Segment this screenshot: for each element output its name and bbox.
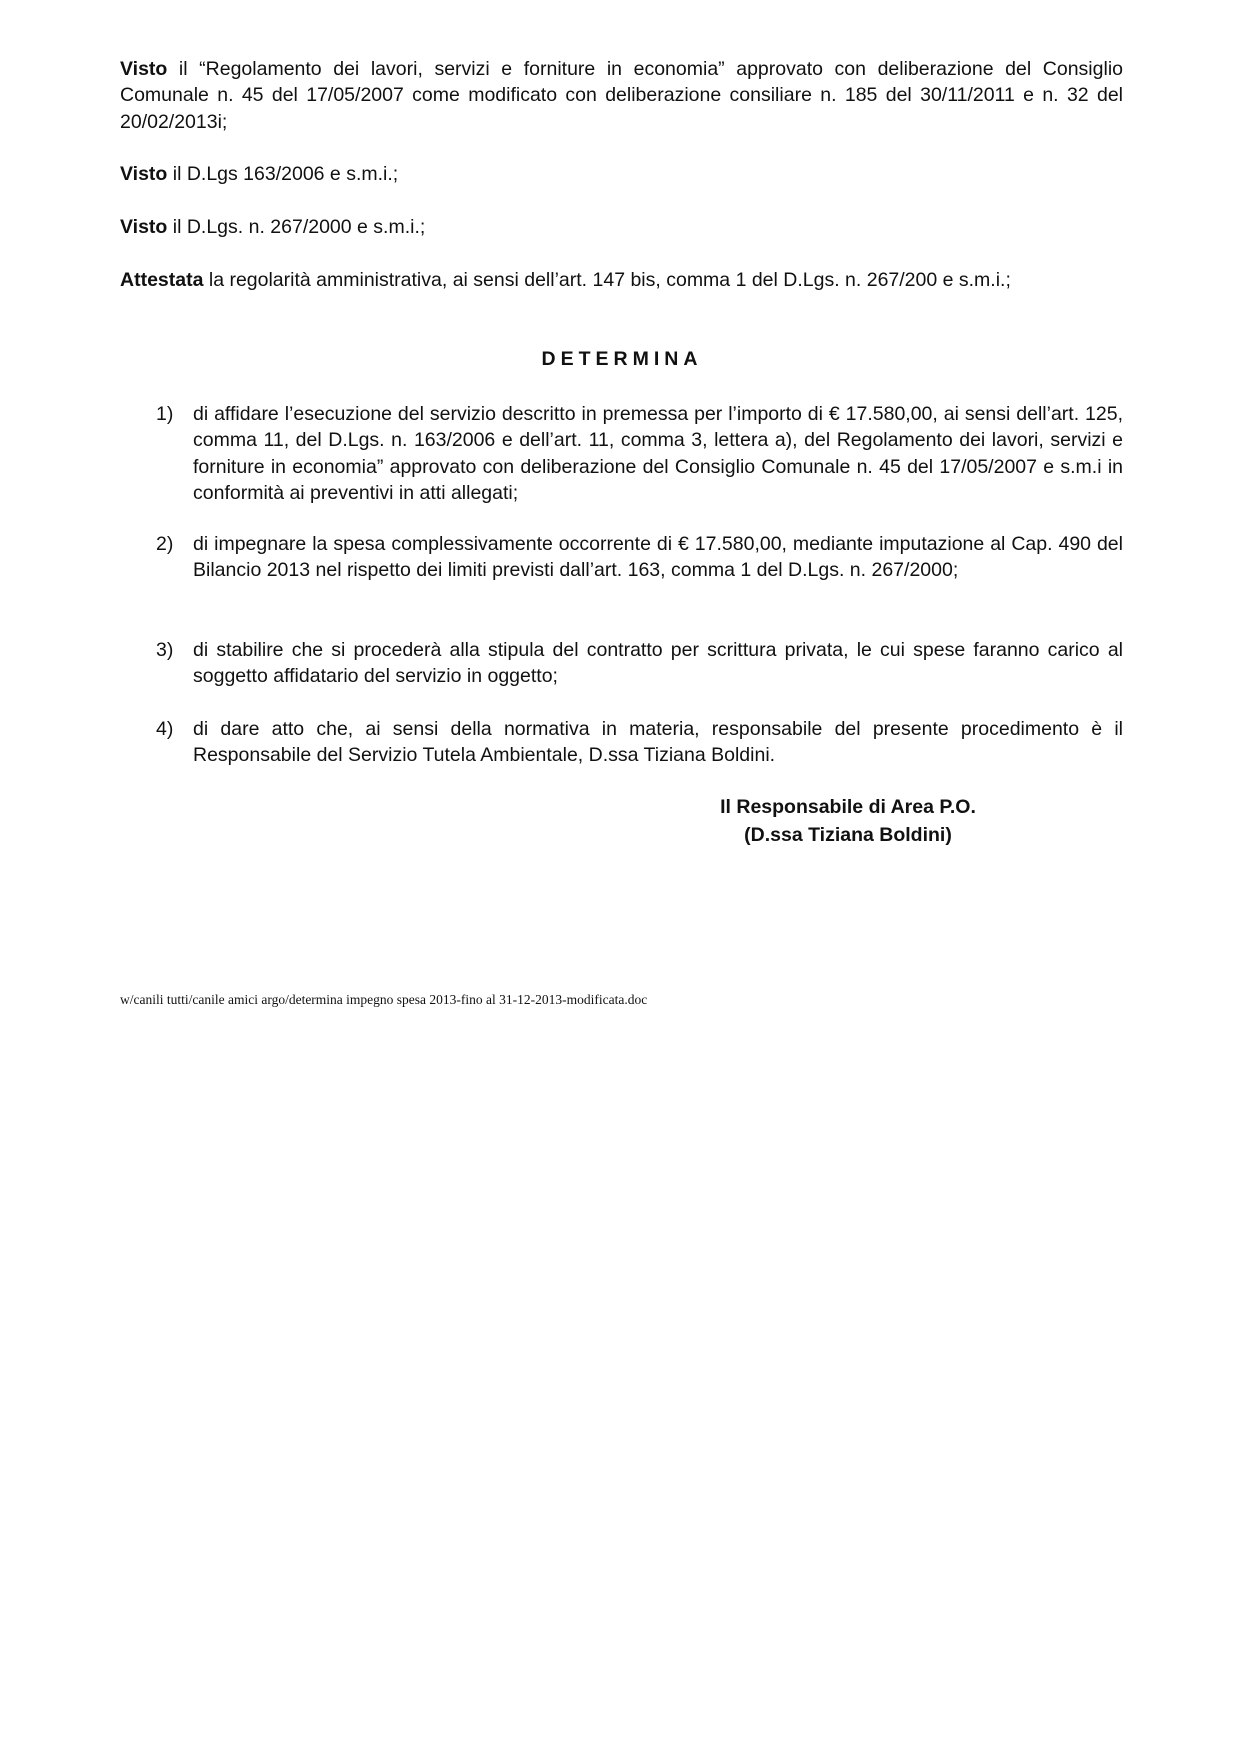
list-item — [120, 716, 1123, 769]
paragraph-dlgs-163 — [120, 161, 1123, 187]
signature-block — [680, 793, 1016, 849]
list-item — [120, 401, 1123, 506]
signature-role: Il Responsabile di Area P.O. — [720, 796, 976, 818]
heading-determina: DETERMINA — [541, 348, 703, 370]
list-item — [120, 531, 1123, 584]
paragraph-text: il D.Lgs. n. 267/2000 e s.m.i.; — [167, 216, 426, 238]
lead: Visto — [120, 58, 168, 80]
lead: Visto — [120, 216, 168, 238]
item-number: 1) — [156, 403, 174, 425]
paragraph-dlgs-267 — [120, 214, 1123, 240]
paragraph-text: il D.Lgs 163/2006 e s.m.i.; — [167, 163, 399, 185]
lead: Attestata — [120, 269, 204, 291]
file-path-footer: w/canili tutti/canile amici argo/determina impegno spesa 2013-fino al 31-12-2013-modificata.doc — [120, 992, 648, 1007]
item-text: di stabilire che si procederà alla stipula del contratto per scrittura privata, le cui spese faranno carico al soggetto affidatario del servizio in oggetto; — [193, 639, 1123, 688]
paragraph-regolamento — [120, 56, 1123, 135]
lead: Visto — [120, 163, 168, 185]
paragraph-text: la regolarità amministrativa, ai sensi dell’art. 147 bis, comma 1 del D.Lgs. n. 267/200 e s.m.i.; — [203, 269, 1011, 291]
item-number: 3) — [156, 639, 174, 661]
item-number: 4) — [156, 718, 174, 740]
signature-name: (D.ssa Tiziana Boldini) — [744, 824, 952, 846]
paragraph-attestata — [120, 267, 1123, 293]
list-item — [120, 637, 1123, 690]
item-text: di dare atto che, ai sensi della normativa in materia, responsabile del presente procedimento è il Responsabile del Servizio Tutela Ambientale, D.ssa Tiziana Boldini. — [193, 718, 1123, 767]
paragraph-text: il “Regolamento dei lavori, servizi e forniture in economia” approvato con deliberazione del Consiglio Comunale n. 45 del 17/05/2007 come modificato con deliberazione consiliare n. 185 del 30/11/2011 e n. 32 del 20/02/2013i; — [120, 58, 1123, 133]
item-text: di impegnare la spesa complessivamente occorrente di € 17.580,00, mediante imputazione al Cap. 490 del Bilancio 2013 nel rispetto dei limiti previsti dall’art. 163, comma 1 del D.Lgs. n. 267/2000; — [193, 533, 1123, 582]
item-text: di affidare l’esecuzione del servizio descritto in premessa per l’importo di € 17.580,00, ai sensi dell’art. 125, comma 11, del D.Lgs. n. 163/2006 e dell’art. 11, comma 3, lettera a), del Regolamento dei lavori, servizi e forniture in economia” approvato con deliberazione del Consiglio Comunale n. 45 del 17/05/2007 e s.m.i in conformità ai preventivi in atti allegati; — [193, 403, 1123, 504]
item-number: 2) — [156, 533, 174, 555]
